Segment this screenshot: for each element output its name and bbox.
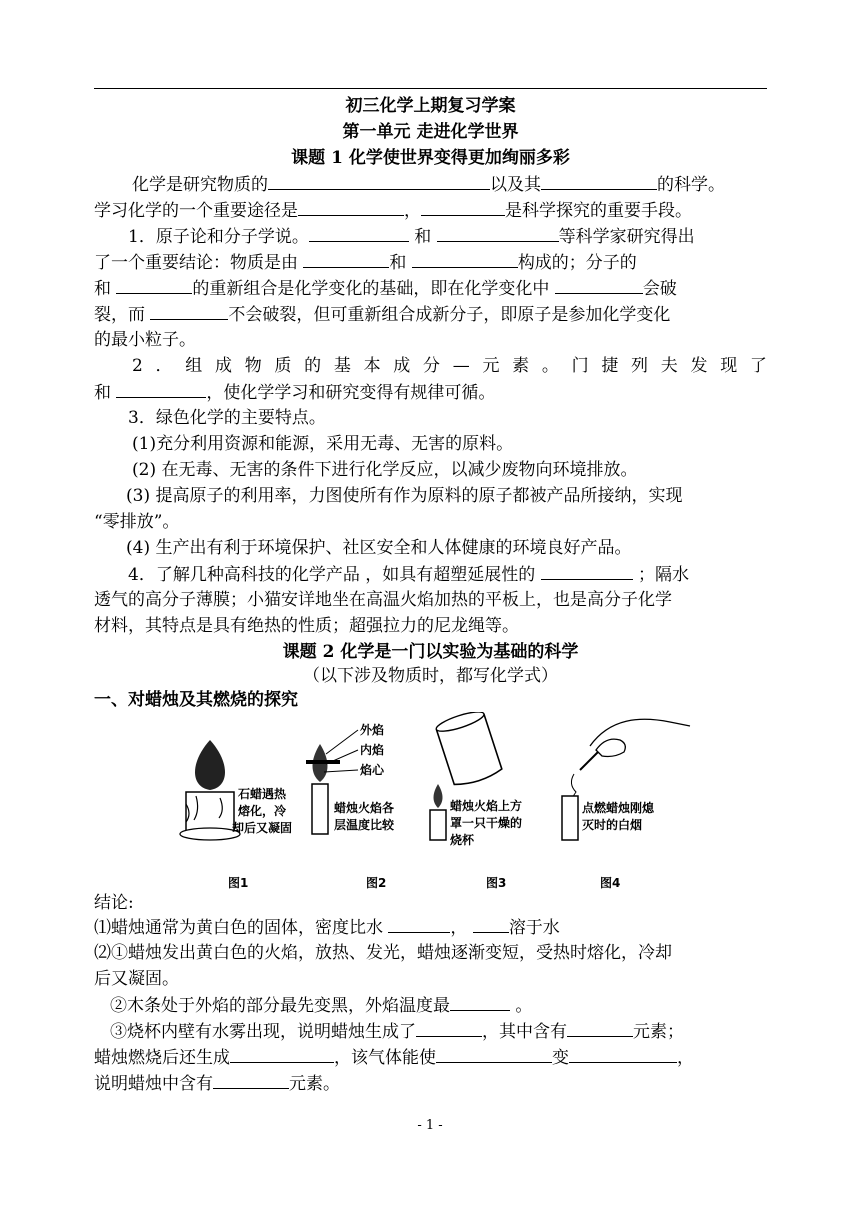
fill-blank	[436, 1046, 552, 1063]
note-line: （以下涉及物质时，都写化学式）	[303, 666, 558, 686]
text: ②木条处于外焰的部分最先变黑，外焰温度最	[110, 996, 450, 1016]
beaker-rim	[434, 712, 485, 735]
char: ．	[155, 356, 173, 376]
char: 分	[423, 356, 441, 376]
paragraph-line: 3．绿色化学的主要特点。	[128, 408, 326, 428]
fill-blank	[541, 563, 633, 580]
text: 元素；	[633, 1022, 684, 1042]
paragraph-line: 的最小粒子。	[94, 330, 196, 350]
char: —	[452, 356, 470, 376]
fill-blank	[567, 1020, 633, 1037]
char: 捷	[601, 356, 619, 376]
text: 学习化学的一个重要途径是	[94, 201, 298, 221]
text: ，	[404, 201, 421, 221]
pointer-line	[324, 770, 358, 772]
fig3-text-3: 烧杯	[450, 833, 475, 847]
fig4-text-2: 灭时的白烟	[582, 818, 643, 832]
text: 裂，而	[94, 305, 145, 325]
paragraph-line	[94, 1020, 783, 1043]
fill-blank	[303, 251, 389, 268]
fig2-text-2: 层温度比较	[334, 818, 395, 832]
fig1-text-1: 石蜡遇热	[238, 787, 287, 801]
topic1-heading: 课题 1 化学使世界变得更加绚丽多彩	[291, 148, 570, 168]
caption-fig3: 图3	[486, 876, 507, 890]
paragraph-line: (2) 在无毒、无害的条件下进行化学反应，以减少废物向环境排放。	[132, 460, 638, 480]
char: 物	[244, 356, 262, 376]
fill-blank	[116, 277, 192, 294]
candle-base	[180, 828, 240, 840]
label-outer-flame: 外焰	[360, 723, 385, 737]
paragraph-line: (3) 提高原子的利用率，力图使所有作为原料的原子都被产品所接纳，实现	[126, 486, 683, 506]
fill-blank	[555, 277, 643, 294]
fill-blank	[150, 303, 228, 320]
char: 了	[749, 356, 767, 376]
text: 了一个重要结论：物质是由	[94, 253, 298, 273]
candle-body	[562, 796, 578, 840]
paragraph-line	[94, 994, 783, 1017]
char: 发	[690, 356, 708, 376]
char: 夫	[660, 356, 678, 376]
label-flame-core: 焰心	[360, 763, 385, 777]
paragraph-line: ⑵①蜡烛发出黄白色的火焰，放热、发光，蜡烛逐渐变短，受热时熔化，冷却	[94, 943, 672, 963]
label-inner-flame: 内焰	[360, 743, 385, 757]
fill-blank	[298, 199, 404, 216]
caption-fig4: 图4	[600, 876, 621, 890]
text: 4．了解几种高科技的化学产品 ，如具有超塑延展性的	[128, 565, 536, 585]
caption-fig2: 图2	[366, 876, 387, 890]
char: 基	[333, 356, 351, 376]
figure-3	[430, 712, 522, 890]
text: 说明蜡烛中含有	[94, 1074, 213, 1094]
pointer-line	[326, 750, 358, 764]
text: ；隔水	[638, 565, 690, 585]
text: 会破	[642, 279, 677, 299]
paragraph-line: “零排放”。	[94, 512, 180, 532]
fig3-text-2: 罩一只干燥的	[450, 816, 523, 830]
page-number: - 1 -	[417, 1118, 443, 1133]
text: 的重新组合是化学变化的基础，即在化学变化中	[192, 279, 550, 299]
text: 溶于水	[508, 918, 560, 938]
fig4-text-1: 点燃蜡烛刚熄	[582, 801, 655, 815]
paragraph-line	[94, 381, 767, 404]
text: 1．原子论和分子学说。	[128, 227, 309, 247]
text: 的科学。	[657, 175, 725, 195]
fill-blank	[268, 173, 490, 190]
paragraph-line	[94, 277, 767, 300]
fill-blank	[309, 225, 409, 242]
candle-figures-svg	[170, 712, 770, 892]
fill-blank	[230, 1046, 334, 1063]
document-title: 初三化学上期复习学案	[345, 96, 516, 116]
figure-1	[180, 740, 292, 890]
text: ，其中含有	[482, 1022, 567, 1042]
text: 变	[552, 1048, 569, 1068]
justified-line	[94, 355, 767, 377]
fig3-text-1: 蜡烛火焰上方	[450, 799, 523, 813]
text: 化学是研究物质的	[132, 175, 268, 195]
text: 蜡烛燃烧后还生成	[94, 1048, 230, 1068]
char: 门	[571, 356, 589, 376]
header-rule	[94, 88, 767, 89]
text: ，	[677, 1048, 694, 1068]
paragraph-line: 材料，其特点是具有绝热的性质；超强拉力的尼龙绳等。	[94, 616, 519, 636]
paragraph-line: 透气的高分子薄膜；小猫安详地坐在高温火焰加热的平板上，也是高分子化学	[94, 590, 672, 610]
paragraph-line	[94, 563, 801, 586]
conclusion-label: 结论:	[94, 893, 134, 913]
paragraph-line: (1)充分利用资源和能源，采用无毒、无害的原料。	[132, 434, 514, 454]
fill-blank	[541, 173, 657, 190]
text: 和	[414, 227, 432, 247]
fill-blank	[450, 994, 510, 1011]
fig1-text-3: 却后又凝固	[232, 821, 293, 835]
text: ，使化学学习和研究变得有规律可循。	[206, 383, 496, 403]
fill-blank	[116, 381, 206, 398]
topic2-heading: 课题 2 化学是一门以实验为基础的科学	[282, 642, 579, 662]
candle-body	[312, 784, 328, 834]
pointer-line	[326, 730, 358, 754]
paragraph-line	[94, 1072, 767, 1095]
fig2-text-1: 蜡烛火焰各	[334, 801, 395, 815]
text: ，	[450, 918, 468, 938]
paragraph-line	[94, 916, 767, 939]
text: 不会破裂，但可重新组合成新分子，即原子是参加化学变化	[228, 305, 671, 325]
candle-body	[430, 810, 446, 840]
text: ，该气体能使	[334, 1048, 436, 1068]
text: 元素。	[289, 1074, 340, 1094]
paragraph-line	[94, 303, 767, 326]
char: 元	[482, 356, 500, 376]
flame-shape	[434, 784, 443, 808]
char: 。	[541, 356, 559, 376]
char: 组	[185, 356, 203, 376]
text: 和	[94, 279, 111, 299]
fill-blank	[388, 916, 450, 933]
char: 列	[631, 356, 649, 376]
paragraph-line	[94, 173, 805, 196]
fill-blank	[569, 1046, 677, 1063]
paragraph-line	[94, 251, 767, 274]
char: 成	[214, 356, 232, 376]
char: 质	[274, 356, 292, 376]
paragraph-line	[94, 199, 767, 222]
fill-blank	[213, 1072, 289, 1089]
caption-fig1: 图1	[228, 876, 249, 890]
text: 和	[94, 383, 111, 403]
flame-shape	[195, 740, 225, 790]
fill-blank	[421, 199, 505, 216]
fill-blank	[412, 251, 518, 268]
text: 是科学探究的重要手段。	[505, 201, 692, 221]
char: 2	[132, 356, 143, 376]
fill-blank	[416, 1020, 482, 1037]
paragraph-line	[94, 1046, 767, 1069]
section-heading: 一、对蜡烛及其燃烧的探究	[94, 690, 298, 710]
match-stick	[580, 752, 598, 770]
text: 构成的；分子的	[517, 253, 637, 273]
char: 的	[304, 356, 322, 376]
figure-2	[306, 722, 395, 890]
paragraph-line: (4) 生产出有利于环境保护、社区安全和人体健康的环境良好产品。	[126, 538, 632, 558]
text: 等科学家研究得出	[558, 227, 695, 247]
text: 。	[515, 996, 533, 1016]
unit-heading: 第一单元 走进化学世界	[342, 122, 519, 142]
text: 以及其	[490, 175, 541, 195]
text: ⑴蜡烛通常为黄白色的固体，密度比水	[94, 918, 383, 938]
text: 和	[389, 253, 407, 273]
hand-fingers	[596, 739, 625, 756]
fill-blank	[437, 225, 559, 242]
char: 现	[720, 356, 738, 376]
fill-blank	[473, 916, 509, 933]
candle-figures	[170, 712, 770, 892]
figure-4	[562, 719, 690, 890]
paragraph-line	[94, 225, 801, 248]
fig1-text-2: 熔化，冷	[238, 804, 287, 818]
text: ③烧杯内壁有水雾出现，说明蜡烛生成了	[110, 1022, 416, 1042]
char: 素	[512, 356, 530, 376]
char: 本	[363, 356, 381, 376]
char: 成	[393, 356, 411, 376]
paragraph-line: 后又凝固。	[94, 969, 179, 989]
